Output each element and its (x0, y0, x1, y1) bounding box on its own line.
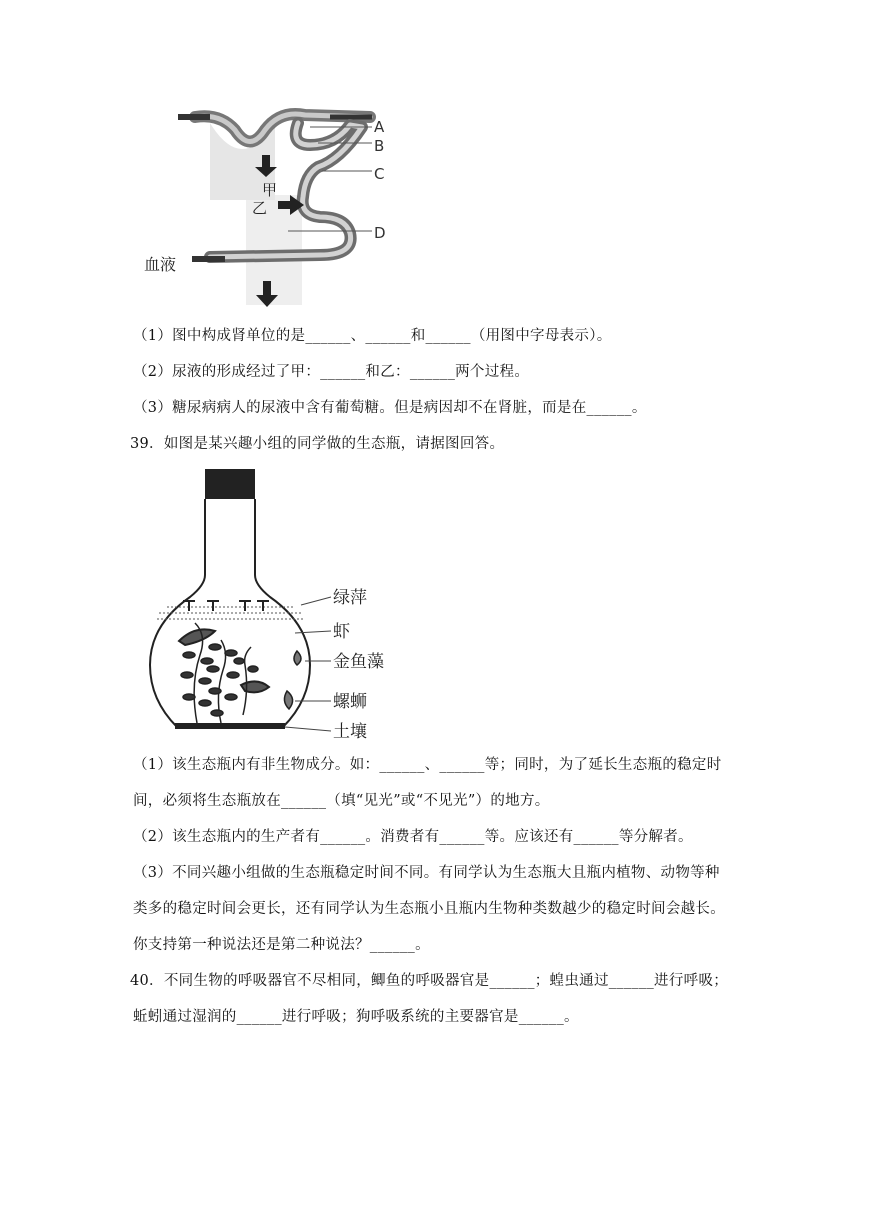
q38-sub2: （2）尿液的形成经过了甲：______和乙：______两个过程。 (133, 364, 530, 380)
label-jia: 甲 (262, 181, 278, 199)
label-snail: 螺蛳 (333, 692, 367, 712)
shrimp (179, 629, 269, 692)
label-b: B (374, 137, 385, 155)
q39-sub3-line1: （3）不同兴趣小组做的生态瓶稳定时间不同。有同学认为生态瓶大且瓶内植物、动物等种 (133, 865, 720, 881)
q40-line2: 蚯蚓通过湿润的______进行呼吸；狗呼吸系统的主要器官是______。 (133, 1009, 579, 1025)
q39-sub3-line2: 类多的稳定时间会更长，还有同学认为生态瓶小且瓶内生物种类数越少的稳定时间会越长。 (133, 901, 725, 917)
duckweed (183, 601, 269, 611)
label-soil: 土壤 (333, 722, 367, 742)
nephron-figure (140, 105, 400, 315)
eco-bottle-figure (145, 465, 405, 745)
snail (284, 651, 301, 709)
q39-sub1-line1: （1）该生态瓶内有非生物成分。如：______、______等；同时，为了延长生态瓶的稳定时 (133, 757, 722, 773)
soil (175, 723, 285, 729)
label-blood: 血液 (144, 255, 177, 274)
q38-sub1: （1）图中构成肾单位的是______、______和______（用图中字母表示）。 (133, 328, 612, 344)
q40-line1: 40．不同生物的呼吸器官不尽相同，鲫鱼的呼吸器官是______；蝗虫通过______进行呼吸； (130, 973, 729, 989)
q39-sub1-line2: 间，必须将生态瓶放在______（填“见光”或“不见光”）的地方。 (133, 793, 550, 809)
q39-sub3-line3: 你支持第一种说法还是第二种说法？______。 (133, 937, 430, 953)
q39-sub2: （2）该生态瓶内的生产者有______。消费者有______等。应该还有______等分解者。 (133, 829, 693, 845)
label-hornwort: 金鱼藻 (333, 652, 384, 672)
label-shrimp: 虾 (333, 622, 350, 642)
water-surface (157, 607, 303, 619)
label-c: C (374, 165, 385, 183)
label-a: A (374, 118, 385, 136)
label-d: D (374, 224, 386, 242)
label-yi: 乙 (252, 199, 268, 217)
q39-stem: 39．如图是某兴趣小组的同学做的生态瓶，请据图回答。 (130, 436, 505, 452)
label-duckweed: 绿萍 (333, 588, 367, 608)
bottle-cork (205, 469, 255, 499)
q38-sub3: （3）糖尿病病人的尿液中含有葡萄糖。但是病因却不在肾脏，而是在______。 (133, 400, 647, 416)
